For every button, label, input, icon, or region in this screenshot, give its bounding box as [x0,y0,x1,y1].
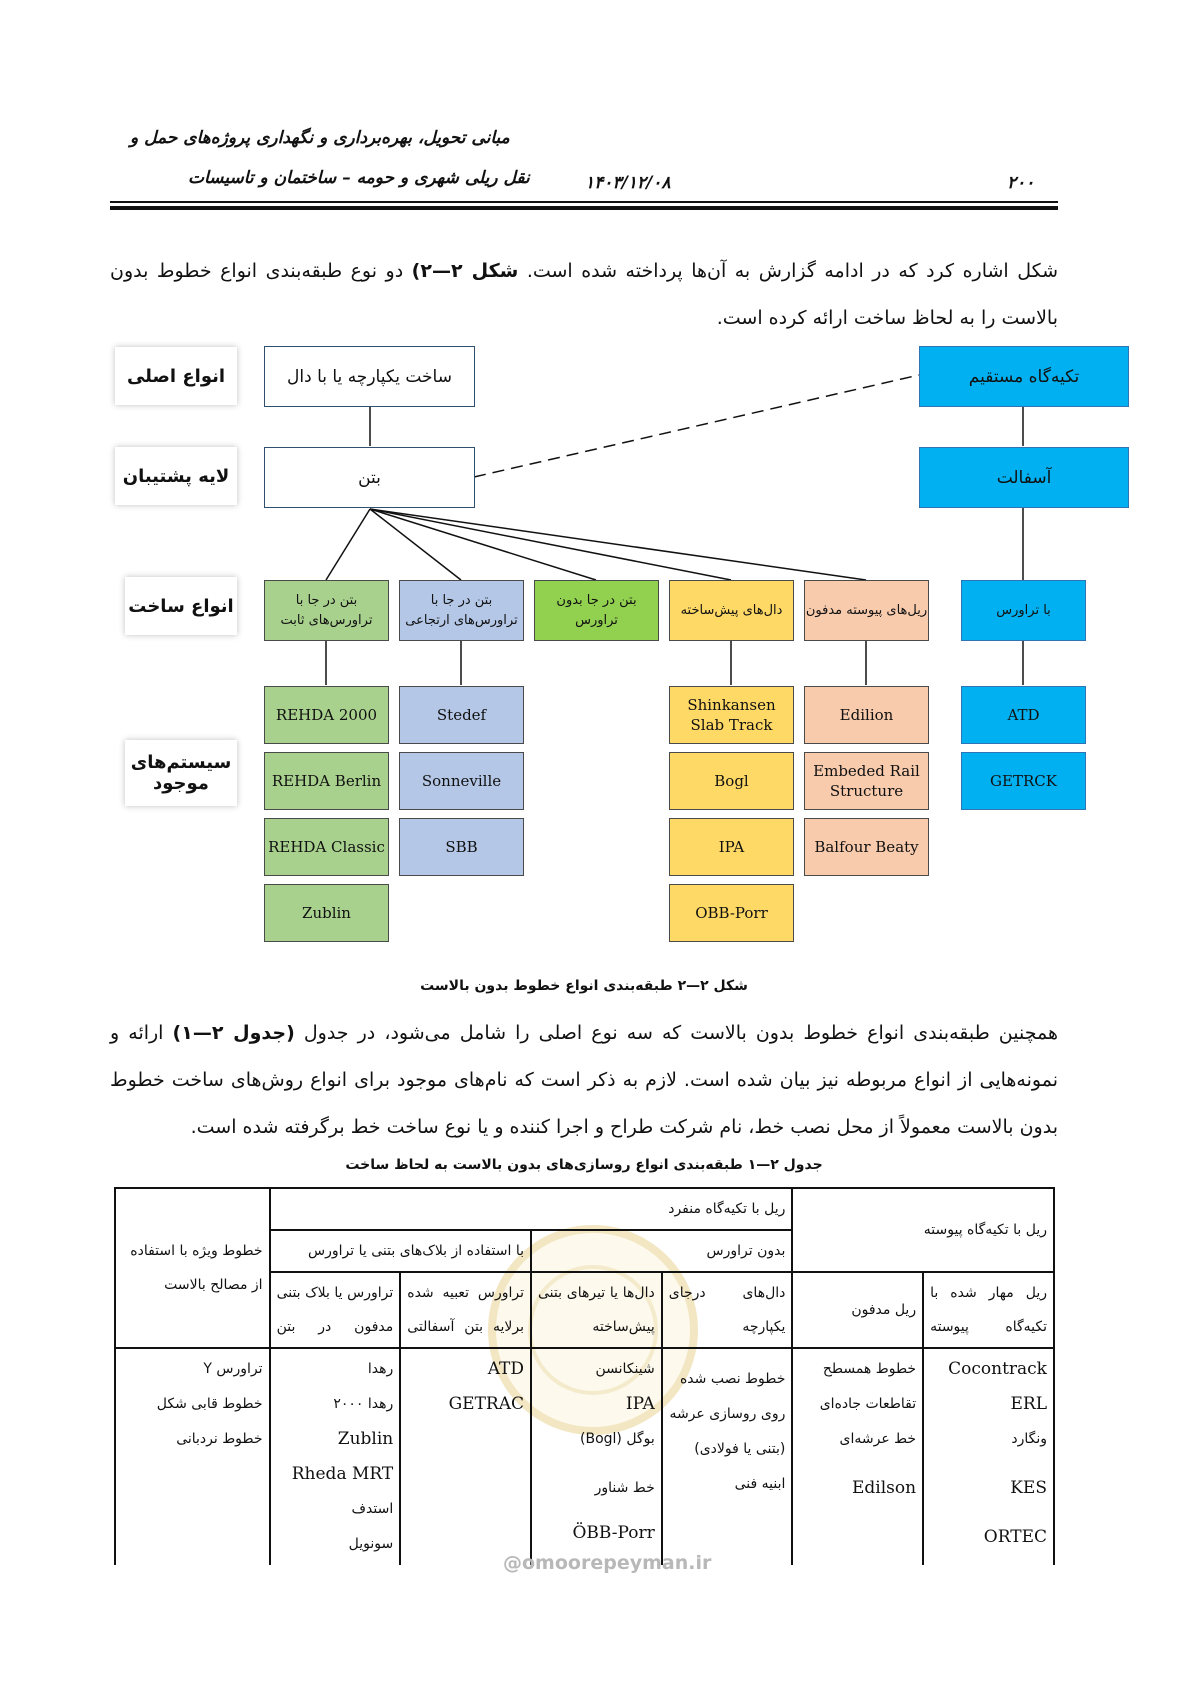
type-with-sleepers: با تراورس [961,580,1086,641]
cell-precast-slabs [531,1348,662,1565]
list-item: خطوط همسطح [822,1361,917,1377]
dashed-connector [474,375,919,477]
list-item: GETRAC [448,1394,525,1414]
cell-monolithic-slabs [662,1348,793,1565]
list-item: رهدا ۲۰۰۰ [333,1396,394,1412]
watermark-url: @omoorepeyman.ir [503,1552,712,1574]
type-no-sleepers: بتن در جا بدون تراورس [534,580,659,641]
list-item: KES [1010,1478,1047,1498]
header-discrete-support: ریل با تکیه‌گاه منفرد [270,1188,793,1230]
list-item: Cocontrack [948,1359,1047,1379]
header-blocks-sleepers: با استفاده از بلاک‌های بتنی یا تراورس [270,1230,531,1272]
system-getrck: GETRCK [961,752,1086,810]
slab-monolithic-box: ساخت یکپارچه یا با دال [264,346,475,407]
system-ipa: IPA [669,818,794,876]
type-precast-slabs: دال‌های پیش‌ساخته [669,580,794,641]
subheader-asphalt-sleepers: تراورس تعبیه شده برلایه بتن آسفالتی [400,1272,531,1348]
connector-line [326,509,370,580]
subheader-precast-slabs: دال‌ها یا تیرهای بتنی پیش‌ساخته [531,1272,662,1348]
type-fixed-sleepers: بتن در جا با تراورس‌های ثابت [264,580,389,641]
system-edilion: Edilion [804,686,929,744]
list-item: استدف [351,1501,394,1517]
row-label-main-types: انواع اصلی [115,347,237,405]
type-embedded-rail: ریل‌های پیوسته مدفون [804,580,929,641]
system-zublin: Zublin [264,884,389,942]
header-special-tracks: خطوط ویژه با استفاده از مصالح بالاست [115,1188,270,1348]
row-label-construction-types: انواع ساخت [125,577,237,635]
list-item: IPA [625,1394,655,1414]
subheader-embedded-blocks: تراورس یا بلاک بتنی مدفون در بتن [270,1272,401,1348]
header-no-sleepers: بدون تراورس [531,1230,792,1272]
list-item: خطوط قابی شکل [156,1396,263,1412]
figure-ref: شکل ۲—۲) [411,260,519,282]
table-caption: جدول ۲—۱ طبقه‌بندی انواع روسازی‌های بدون بالاست به لحاظ ساخت [345,1157,823,1173]
list-item: Rheda MRT [291,1464,394,1484]
row-label-systems: سیستم‌های موجود [125,740,237,806]
list-item: رهدا [367,1361,394,1377]
paragraph-2 [110,1010,1058,1151]
connector-line [370,509,596,580]
connector-line [370,509,731,580]
asphalt-box: آسفالت [919,447,1129,508]
system-rehda-classic: REHDA Classic [264,818,389,876]
classification-table [114,1187,1055,1565]
direct-support-box: تکیه‌گاه مستقیم [919,346,1129,407]
system-rehda-berlin: REHDA Berlin [264,752,389,810]
subheader-embedded-rail: ریل مدفون [792,1272,923,1348]
row-label-support-layer: لایه پشتیبان [115,447,237,505]
header-title-line2: نقل ریلی شهری و حومه – ساختمان و تاسیسات [188,168,530,188]
type-elastic-sleepers: بتن در جا با تراورس‌های ارتجاعی [399,580,524,641]
system-sbb: SBB [399,818,524,876]
list-item: خط عرشه‌ای [839,1431,917,1447]
list-item: Zublin [337,1429,394,1449]
list-item: ÖBB-Porr [572,1523,655,1543]
list-item: خطوط نردبانی [176,1431,263,1447]
concrete-box: بتن [264,447,475,508]
list-item: سونویل [348,1536,394,1552]
system-sonneville: Sonneville [399,752,524,810]
system-shinkansen: Shinkansen Slab Track [669,686,794,744]
header-title-line1: مبانی تحویل، بهره‌برداری و نگهداری پروژه‌های حمل و [130,128,510,148]
list-item: خطوط نصب شده [679,1371,786,1387]
list-item: Edilson [852,1478,917,1498]
system-bogl: Bogl [669,752,794,810]
page-number: ۲۰۰ [1007,173,1035,193]
paragraph-1-part1: شکل اشاره کرد که در ادامه گزارش به آن‌ها پرداخته شده است. [518,260,1058,282]
header-continuous-support: ریل با تکیه‌گاه پیوسته [792,1188,1054,1272]
list-item: تقاطعات جاده‌ای [819,1396,917,1412]
list-item: بوگل (Bogl) [580,1431,655,1447]
paragraph-2-part1: همچنین طبقه‌بندی انواع خطوط بدون بالاست که سه نوع اصلی را شامل می‌شود، در جدول [294,1022,1058,1044]
system-balfour-beaty: Balfour Beaty [804,818,929,876]
paragraph-1-part2: دو نوع طبقه‌بندی انواع خطوط بدون بالاست را به لحاظ ساخت ارائه کرده است. [110,260,1058,329]
subheader-monolithic-slabs: دال‌های درجای یکپارچه [662,1272,793,1348]
cell-continuous-anchored [923,1348,1054,1565]
list-item: روی روسازی عرشه [669,1406,786,1422]
system-embeded-rail: Embeded Rail Structure [804,752,929,810]
list-item: ERL [1010,1394,1047,1414]
system-stedef: Stedef [399,686,524,744]
system-rehda-2000: REHDA 2000 [264,686,389,744]
paragraph-2-part2: ارائه و نمونه‌هایی از انواع مربوطه نیز بیان شده است. لازم به ذکر است که نام‌های موجود برای انواع روش‌های ساخت خطوط بدون بالاست معمولاً از محل نصب خط، نام شرکت طراح و اجرا کننده و یا نوع ساخت خط برگرفته شده است. [110,1022,1058,1138]
cell-special-tracks [115,1348,270,1565]
cell-embedded-rail [792,1348,923,1565]
figure-caption: شکل ۲—۲ طبقه‌بندی انواع خطوط بدون بالاست [420,978,748,994]
list-item: ونگارد [1011,1431,1047,1447]
list-item: خط شناور [594,1480,655,1496]
list-item: شینکانسن [595,1361,655,1377]
connector-line [370,509,866,580]
cell-asphalt-sleepers [400,1348,531,1565]
list-item: ORTEC [983,1527,1047,1547]
list-item: ابنیه فنی [734,1476,786,1492]
system-atd: ATD [961,686,1086,744]
header-date: ۱۴۰۳/۱۲/۰۸ [585,173,671,193]
list-item: ATD [487,1359,525,1379]
subheader-anchored-rail: ریل مهار شده با تکیه‌گاه پیوسته [923,1272,1054,1348]
table-ref: (جدول ۲—۱) [172,1022,295,1044]
list-item: (بتنی یا فولادی) [694,1441,786,1457]
list-item: تراورس Y [203,1361,263,1377]
system-obb-porr: OBB-Porr [669,884,794,942]
cell-embedded-blocks [270,1348,401,1565]
